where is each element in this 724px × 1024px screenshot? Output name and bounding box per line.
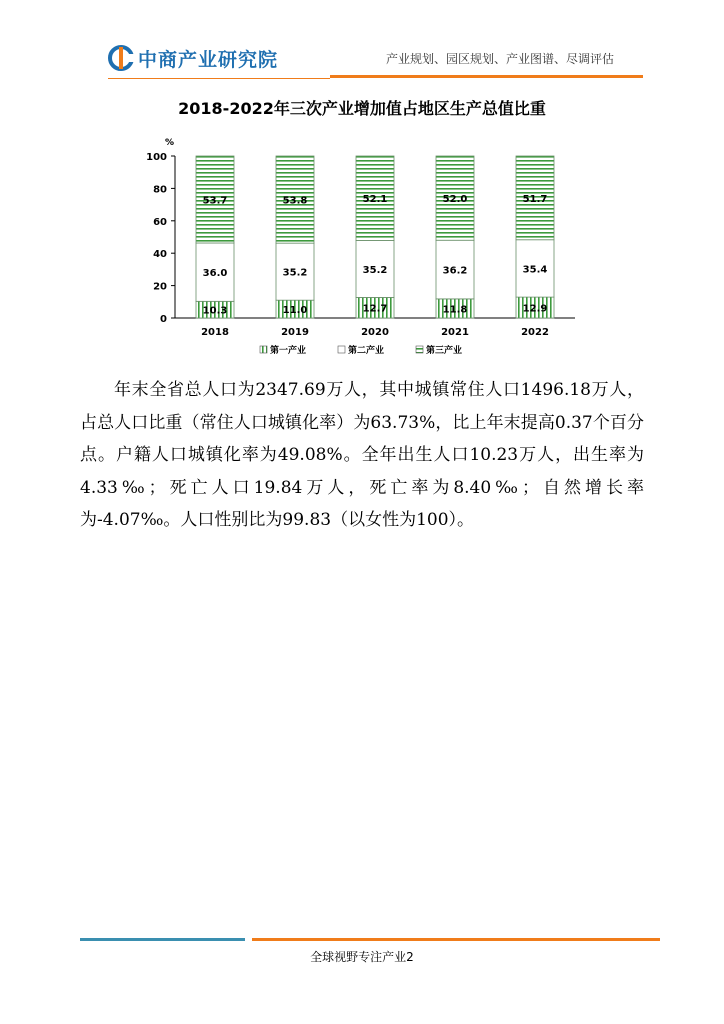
data-label: 53.7 [202, 195, 228, 207]
data-label: 51.7 [522, 193, 548, 205]
data-label: 12.7 [362, 303, 388, 315]
header-divider-thin [108, 78, 330, 79]
y-tick-label: 100 [146, 152, 167, 163]
legend-swatch [338, 346, 345, 353]
x-tick-label: 2020 [361, 327, 389, 338]
logo-text: 中商产业研究院 [138, 48, 279, 71]
data-label: 36.2 [442, 265, 468, 277]
footer-divider-left [80, 938, 245, 941]
x-tick-label: 2021 [441, 327, 469, 338]
logo-icon [108, 45, 134, 71]
data-label: 35.2 [362, 264, 388, 276]
y-tick-label: 0 [160, 314, 167, 325]
x-tick-label: 2018 [201, 327, 229, 338]
y-tick-label: 20 [153, 281, 167, 293]
data-label: 11.0 [282, 305, 308, 317]
footer-divider-right [252, 938, 660, 941]
legend-label: 第三产业 [426, 346, 463, 356]
x-tick-label: 2019 [281, 327, 309, 338]
x-tick-label: 2022 [521, 327, 549, 338]
y-tick-label: 60 [153, 216, 167, 228]
chart-title: 2018-2022年三次产业增加值占地区生产总值比重 [178, 99, 546, 118]
legend-label: 第一产业 [270, 346, 307, 356]
data-label: 52.0 [442, 194, 468, 206]
header-tagline: 产业规划、园区规划、产业图谱、尽调评估 [385, 52, 614, 66]
legend-swatch [416, 346, 423, 353]
header-divider [330, 75, 643, 78]
body-paragraph: 年末全省总人口为2347.69万人，其中城镇常住人口1496.18万人，占总人口比重（常住人口城镇化率）为63.73%，比上年末提高0.37个百分点。户籍人口城镇化率为49.08%。全年出生人口10.23万人，出生率为4.33‰；死亡人口19.84万人，死亡率为8.40‰；自然增长率为-4.07‰。人口性别比为99.83（以女性为100）。 [80, 380, 644, 530]
data-label: 36.0 [202, 268, 228, 280]
data-label: 10.3 [202, 305, 228, 317]
legend-label: 第二产业 [348, 346, 385, 356]
data-label: 11.8 [442, 304, 468, 316]
brand-logo [108, 44, 278, 72]
data-label: 53.8 [282, 195, 308, 207]
y-tick-label: 80 [153, 184, 167, 196]
legend-swatch [260, 346, 267, 353]
data-label: 35.2 [282, 267, 308, 279]
y-tick-label: 40 [153, 249, 167, 261]
data-label: 12.9 [522, 303, 548, 315]
data-label: 35.4 [522, 264, 548, 276]
stacked-bar-chart [130, 128, 590, 368]
data-label: 52.1 [362, 194, 388, 206]
footer-text: 全球视野专注产业2 [310, 950, 414, 964]
y-unit-label: % [165, 138, 175, 148]
